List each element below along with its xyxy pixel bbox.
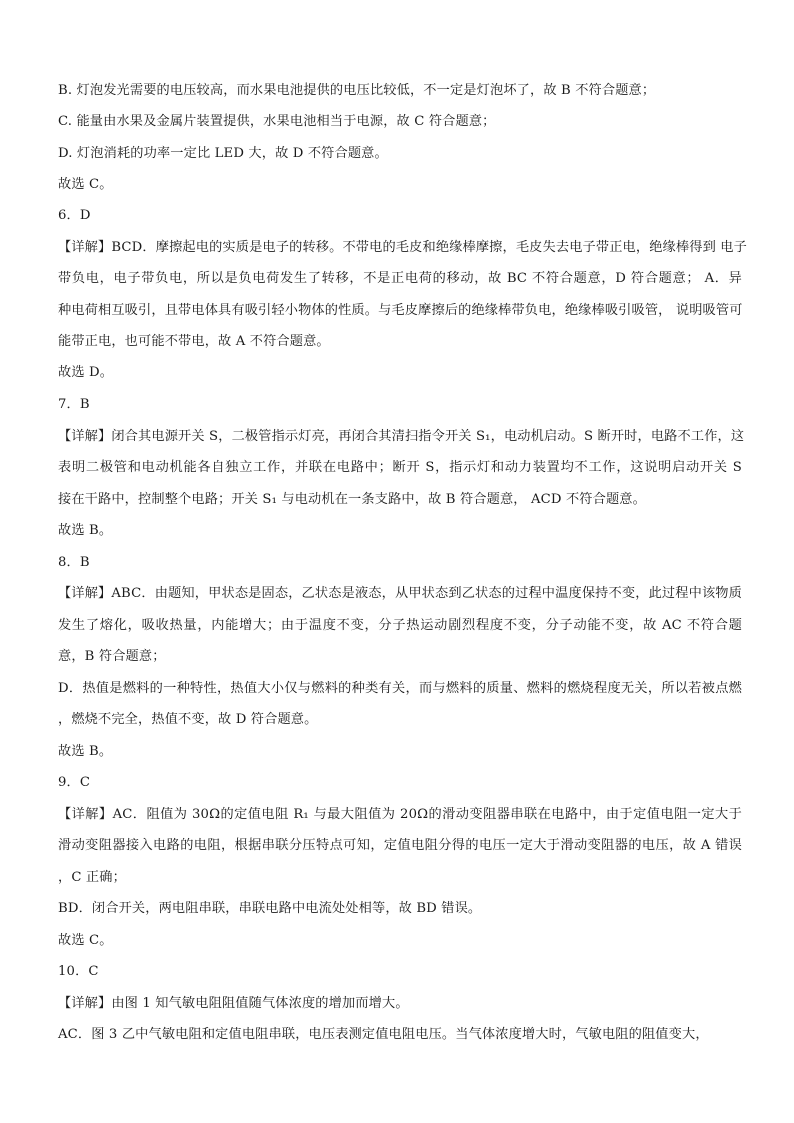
text-line: C. 能量由水果及金属片装置提供，水果电池相当于电源，故 C 符合题意；	[58, 114, 496, 129]
answer-number: 10．C	[58, 964, 99, 979]
text-line: AC．图 3 乙中气敏电阻和定值电阻串联，电压表测定值电阻电压。当气体浓度增大时，气敏电阻的阻值变大，	[58, 1027, 709, 1042]
text-line: 接在干路中，控制整个电路；开关 S₁ 与电动机在一条支路中，故 B 符合题意， ACD 不符合题意。	[58, 492, 646, 507]
text-line: 【详解】由图 1 知气敏电阻阻值随气体浓度的增加而增大。	[58, 996, 409, 1011]
text-line: 意，B 符合题意；	[58, 649, 166, 664]
text-line: 【详解】BCD．摩擦起电的实质是电子的转移。不带电的毛皮和绝缘棒摩擦，毛皮失去电子带正电，绝缘棒得到 电子	[58, 240, 747, 255]
text-line: 故选 C。	[58, 177, 113, 192]
answer-number: 7．B	[58, 397, 90, 412]
text-line: 故选 D。	[58, 365, 114, 380]
text-line: D. 灯泡消耗的功率一定比 LED 大，故 D 不符合题意。	[58, 146, 388, 161]
answer-number: 6．D	[58, 208, 91, 223]
text-line: B. 灯泡发光需要的电压较高，而水果电池提供的电压比较低，不一定是灯泡坏了，故 B 不符合题意；	[58, 83, 656, 98]
text-line: 种电荷相互吸引，且带电体具有吸引轻小物体的性质。与毛皮摩擦后的绝缘棒带负电，绝缘棒吸引吸管， 说明吸管可	[58, 303, 743, 318]
text-line: 能带正电，也可能不带电，故 A 不符合题意。	[58, 334, 330, 349]
text-line: ，C 正确；	[58, 870, 126, 885]
text-line: 【详解】ABC．由题知，甲状态是固态，乙状态是液态，从甲状态到乙状态的过程中温度保持不变，此过程中该物质	[58, 586, 742, 601]
text-line: ，燃烧不完全，热值不变，故 D 符合题意。	[58, 712, 318, 727]
text-line: 滑动变阻器接入电路的电阻，根据串联分压特点可知，定值电阻分得的电压一定大于滑动变阻器的电压，故 A 错误	[58, 838, 742, 853]
text-line: 【详解】AC．阻值为 30Ω的定值电阻 R₁ 与最大阻值为 20Ω的滑动变阻器串联在电路中，由于定值电阻一定大于	[58, 807, 742, 822]
text-line: D．热值是燃料的一种特性，热值大小仅与燃料的种类有关，而与燃料的质量、燃料的燃烧程度无关，所以若被点燃	[58, 681, 742, 696]
text-line: BD．闭合开关，两电阻串联，串联电路中电流处处相等，故 BD 错误。	[58, 901, 482, 916]
text-line: 故选 B。	[58, 523, 113, 538]
text-line: 发生了熔化，吸收热量，内能增大；由于温度不变，分子热运动剧烈程度不变，分子动能不变，故 AC 不符合题	[58, 618, 742, 633]
text-line: 表明二极管和电动机能各自独立工作，并联在电路中；断开 S，指示灯和动力装置均不工作，这说明启动开关 S	[58, 460, 742, 475]
text-line: 故选 B。	[58, 744, 113, 759]
answer-number: 8．B	[58, 555, 90, 570]
text-line: 故选 C。	[58, 933, 113, 948]
answer-number: 9．C	[58, 775, 91, 790]
text-line: 带负电，电子带负电，所以是负电荷发生了转移，不是正电荷的移动，故 BC 不符合题意，D 符合题意； A．异	[58, 271, 742, 286]
text-line: 【详解】闭合其电源开关 S，二极管指示灯亮，再闭合其清扫指令开关 S₁，电动机启动。S 断开时，电路不工作，这	[58, 429, 745, 444]
